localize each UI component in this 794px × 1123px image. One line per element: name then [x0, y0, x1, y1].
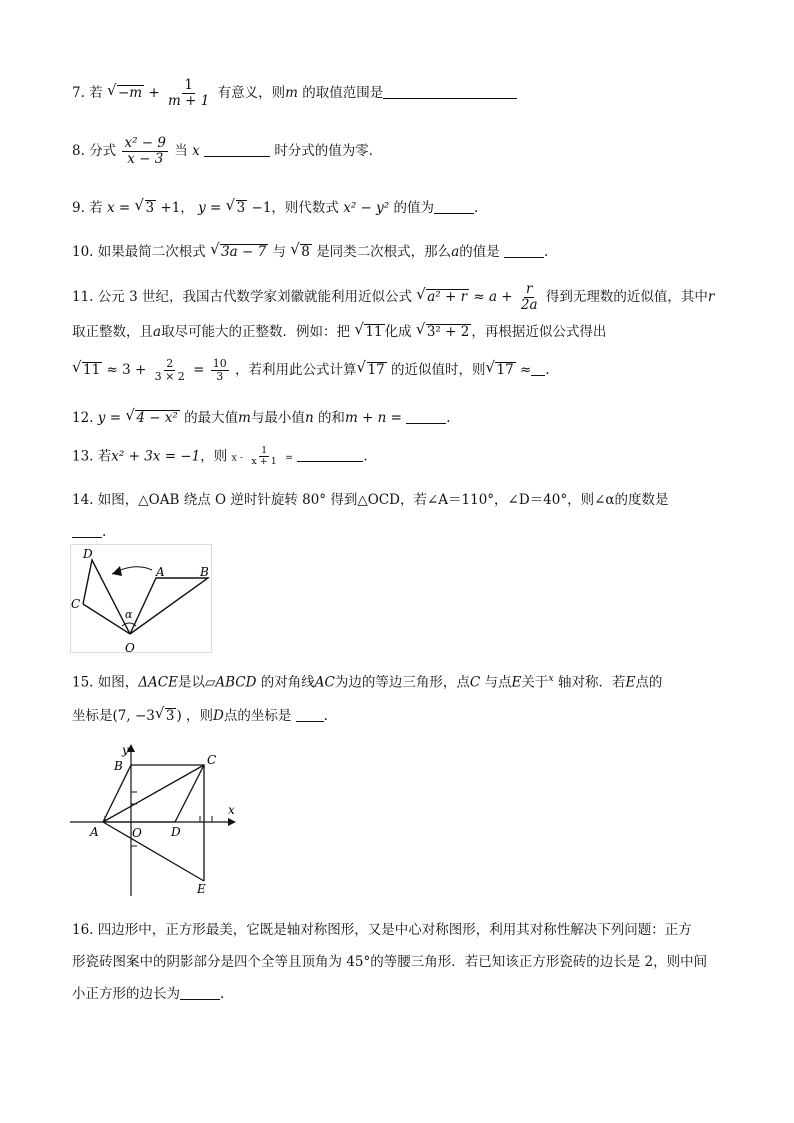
label-C: C — [207, 753, 217, 767]
question-12: 12. y = √ 4 − x² 的最大值m与最小值n 的和m + n = . — [72, 406, 451, 426]
question-15: 15. 如图，ΔACE是以▱ABCD 的对角线AC为边的等边三角形，点C 与点E关于$^x$ 轴对称．若E点的 — [72, 673, 663, 691]
triangle-ocd — [83, 560, 130, 634]
question-16: 16. 四边形中，正方形最美，它既是轴对称图形，又是中心对称图形，利用其对称性解决下列问题：正方 形瓷砖图案中的阴影部分是四个全等且顶角为 45°的等腰三角形．若已知该正方形瓷砖的边长是 2，则中间 小正方形的边长为 . — [72, 922, 708, 1002]
question-14: 14. 如图，△OAB 绕点 O 逆时针旋转 80° 得到△OCD，若∠A＝110°，∠D＝40°，则∠α的度数是 . — [72, 492, 669, 540]
question-10: 10. 如果最简二次根式 √ 3a − 7 与 √ 8 是同类二次根式，那么a的值是 . — [72, 240, 549, 260]
label-E: E — [197, 882, 206, 896]
label-B: B — [114, 759, 123, 773]
q7-sqrt: √ −m — [106, 80, 143, 101]
answer-blank — [180, 986, 220, 1000]
answer-blank — [504, 244, 544, 258]
answer-blank — [296, 708, 324, 722]
answer-blank — [434, 200, 474, 214]
question-11-line-2: 取正整数，且a取尽可能大的正整数．例如：把 √ 11 化成 √ 3² + 2 ，再根据近似公式得出 — [72, 320, 607, 340]
answer-blank — [72, 524, 102, 538]
answer-blank — [406, 410, 446, 424]
label-y: y — [122, 743, 129, 757]
label-O: O — [125, 641, 135, 655]
label-D: D — [171, 825, 181, 839]
label-C: C — [71, 597, 81, 611]
label-A: A — [156, 565, 165, 579]
question-15-line-2: 坐标是(7, −3 √ 3 ) ，则D点的坐标是 . — [72, 704, 328, 724]
label-alpha: α — [125, 608, 133, 621]
arrow-head — [112, 566, 122, 576]
question-11-line-3: √ 11 ≈ 3 + $\frac{2}{3 \times 2}$ = $\frac{10}{3}$ ，若利用此公式计算 √ 17 的近似值时，则 √ 17 ≈ . — [72, 357, 550, 384]
label-O: O — [132, 826, 142, 840]
q8-fraction: $\frac{\text{x² − 9}}{x - 3}$ — [124, 135, 166, 167]
question-11: 11. 公元 3 世纪，我国古代数学家刘徽就能利用近似公式 √ a² + r ≈ a + $\frac{r}{2a}$ 得到无理数的近似值，其中r — [72, 281, 715, 313]
figure-14-rotated-triangles — [70, 544, 212, 656]
q7-number: 7. — [72, 84, 85, 101]
answer-blank — [297, 448, 363, 462]
answer-blank — [204, 143, 270, 157]
question-9: 9. 若 x = √ 3 +1， y = √ 3 −1，则代数式 x² − y² 的值为 . — [72, 196, 479, 216]
label-D: D — [83, 547, 93, 561]
answer-blank — [531, 362, 545, 376]
question-13: 13. 若x² + 3x = −1，则 x - $\frac{1}{x + 1}$ = . — [72, 445, 368, 468]
triangle-oab — [130, 578, 208, 634]
segment-ae — [103, 822, 204, 881]
label-B: B — [200, 565, 209, 579]
question-7: 7. 若 √ −m + $\frac{1}{m + 1}$ 有意义，则m 的取值范围是 — [72, 78, 728, 109]
q7-fraction: $\frac{1}{m + 1}$ — [168, 77, 210, 109]
figure-15-parallelogram — [70, 740, 240, 896]
label-A: A — [90, 825, 99, 839]
answer-blank — [383, 85, 517, 99]
label-x: x — [228, 803, 235, 817]
x-axis-arrow — [228, 818, 236, 826]
question-8: 8. 分式 $\frac{\text{x² − 9}}{x - 3}$ 当 x 时分式的值为零． — [72, 135, 383, 167]
